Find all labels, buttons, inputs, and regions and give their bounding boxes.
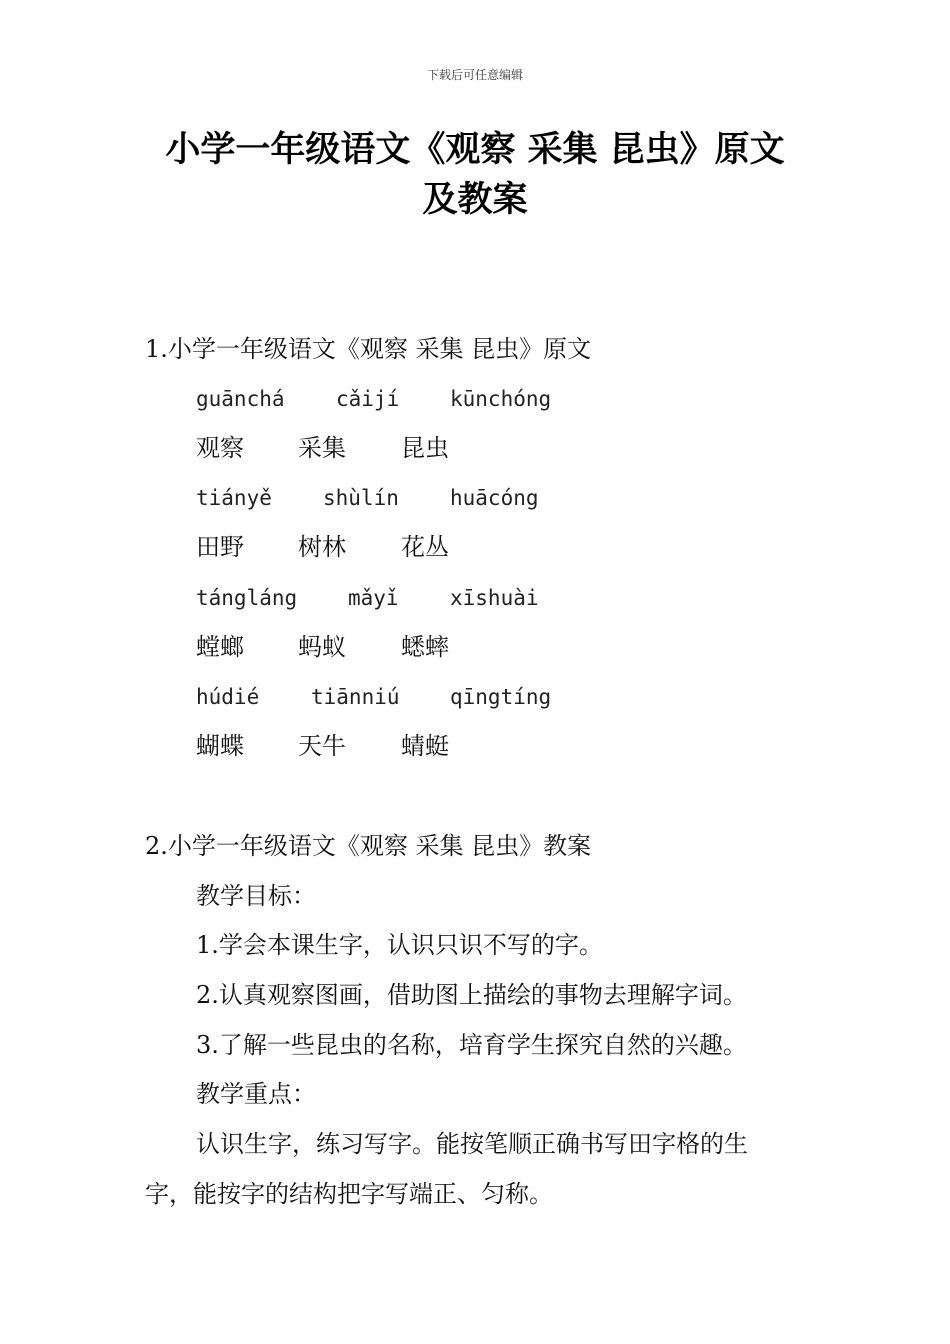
goal-item: 2.认真观察图画，借助图上描绘的事物去理解字词。: [196, 981, 747, 1009]
pinyin-word: cǎijí: [336, 387, 400, 411]
title-line-2: 及教案: [422, 180, 528, 220]
pinyin-word: kūnchóng: [450, 387, 552, 411]
section1-heading: 1.小学一年级语文《观察 采集 昆虫》原文: [145, 335, 592, 363]
chars-row: [196, 731, 696, 761]
pinyin-row: [196, 384, 696, 414]
goal-item: 1.学会本课生字，认识只识不写的字。: [196, 931, 603, 959]
pinyin-row: [196, 583, 696, 613]
pinyin-word: tángláng: [196, 586, 298, 610]
pinyin-row: [196, 682, 696, 712]
chinese-word: 蜻蜓: [401, 732, 449, 760]
chars-row: [196, 433, 696, 463]
pinyin-word: mǎyǐ: [348, 586, 399, 610]
pinyin-word: guānchá: [196, 387, 285, 411]
chinese-word: 蟋蟀: [401, 633, 449, 661]
chinese-word: 蝴蝶: [196, 732, 244, 760]
chinese-word: 采集: [298, 434, 346, 462]
pinyin-word: húdié: [196, 685, 260, 709]
pinyin-row: [196, 483, 696, 513]
header-note: 下载后可任意编辑: [426, 68, 523, 82]
goal-item: 3.了解一些昆虫的名称，培育学生探究自然的兴趣。: [196, 1031, 747, 1059]
chinese-word: 观察: [196, 434, 244, 462]
chinese-word: 螳螂: [196, 633, 244, 661]
focus-text-line-2: 字，能按字的结构把字写端正、匀称。: [145, 1180, 553, 1208]
title-line-1: 小学一年级语文《观察 采集 昆虫》原文: [165, 130, 785, 170]
pinyin-word: tiānniú: [311, 685, 400, 709]
chinese-word: 田野: [196, 533, 244, 561]
pinyin-word: huācóng: [450, 486, 539, 510]
section2-heading: 2.小学一年级语文《观察 采集 昆虫》教案: [145, 832, 592, 860]
pinyin-word: xīshuài: [450, 586, 539, 610]
focus-text-line-1: 认识生字，练习写字。能按笔顺正确书写田字格的生: [196, 1130, 748, 1158]
chars-row: [196, 632, 696, 662]
chinese-word: 天牛: [298, 732, 346, 760]
pinyin-word: shùlín: [323, 486, 399, 510]
chinese-word: 昆虫: [401, 434, 449, 462]
chinese-word: 花丛: [401, 533, 449, 561]
chars-row: [196, 532, 696, 562]
focus-label: 教学重点：: [196, 1080, 316, 1108]
document-title: [0, 125, 950, 225]
chinese-word: 蚂蚁: [298, 633, 346, 661]
pinyin-word: tiányě: [196, 486, 272, 510]
pinyin-word: qīngtíng: [450, 685, 552, 709]
goals-label: 教学目标：: [196, 882, 316, 910]
chinese-word: 树林: [298, 533, 346, 561]
